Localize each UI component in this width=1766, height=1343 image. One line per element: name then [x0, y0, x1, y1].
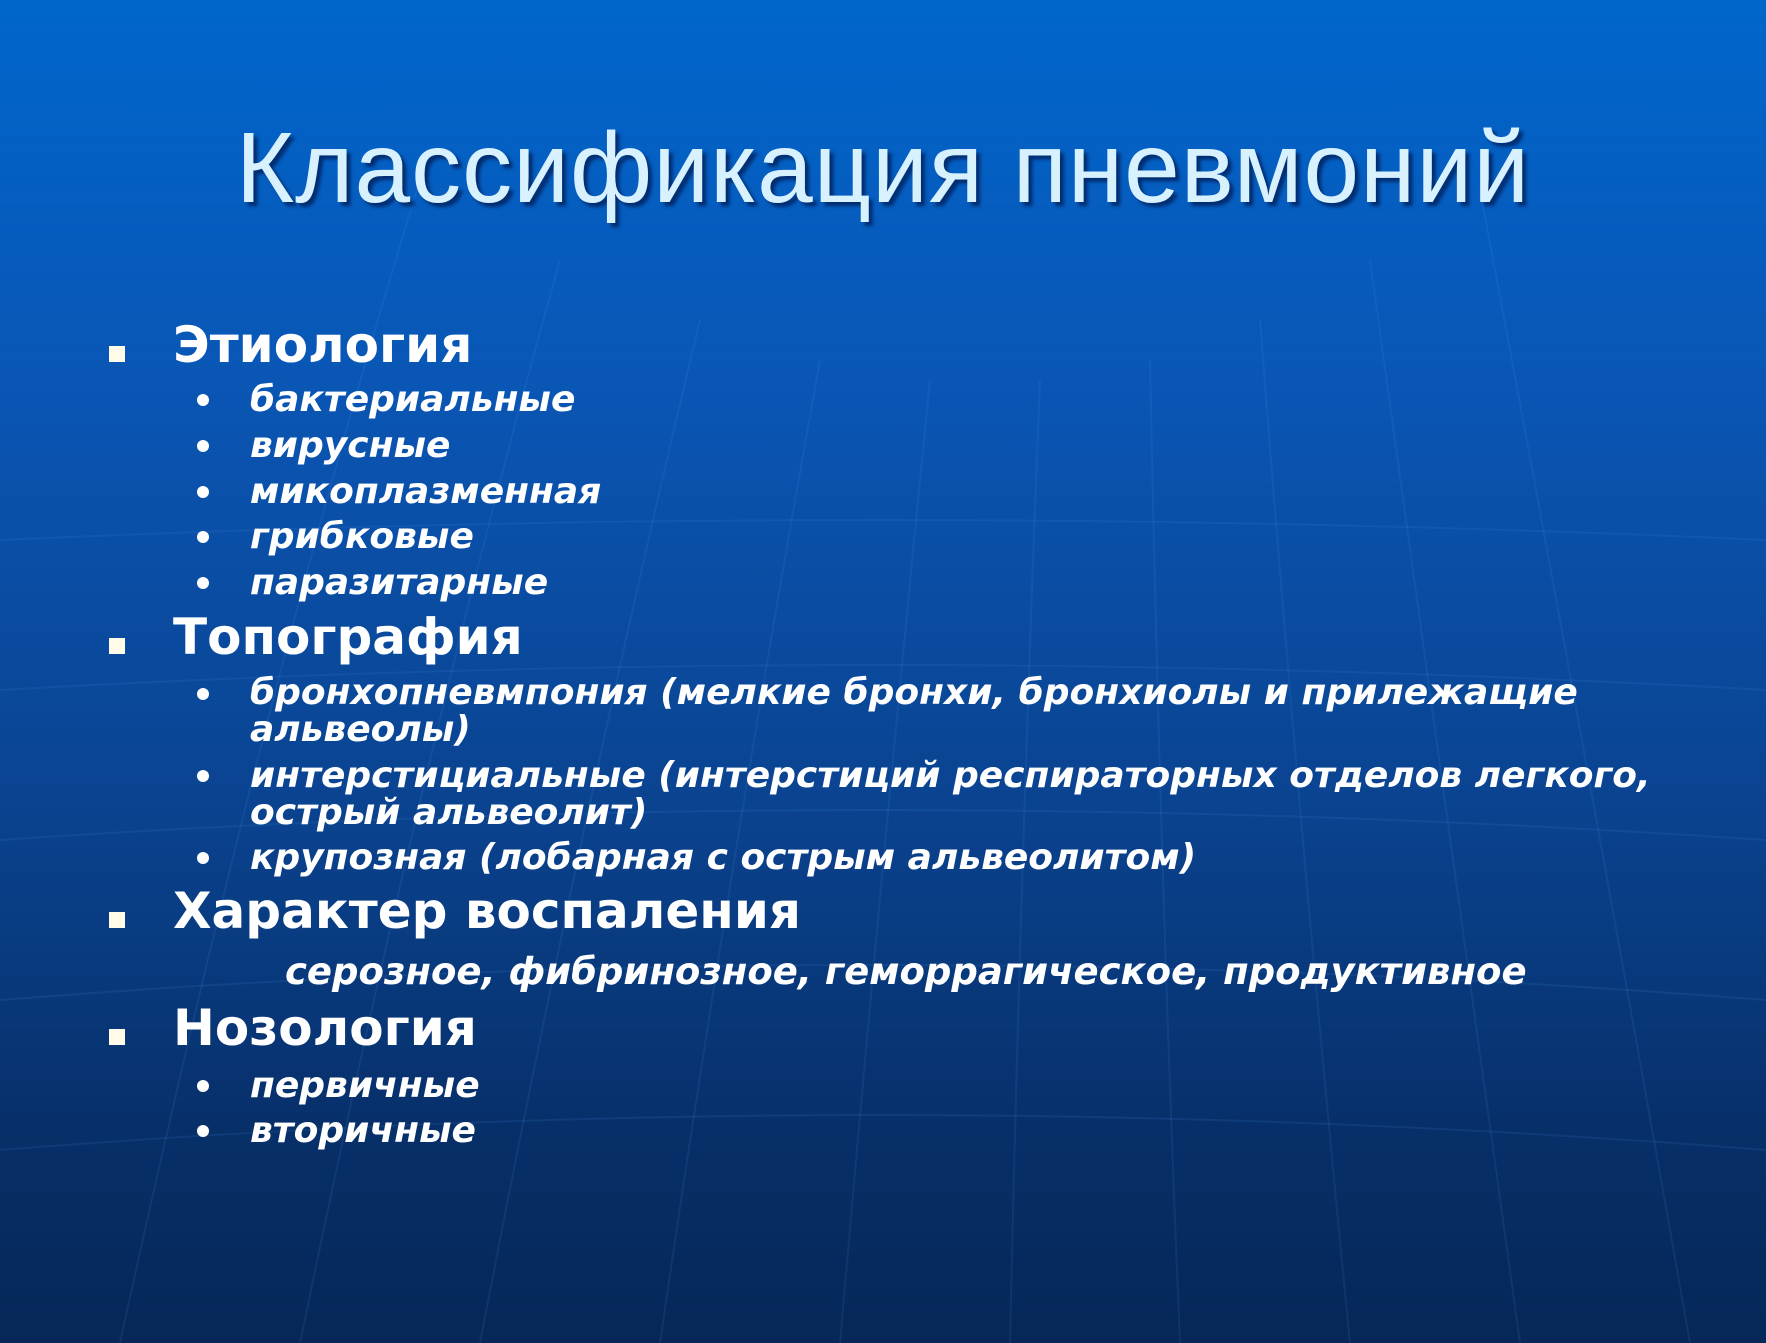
list-item-text: бактериальные: [250, 379, 576, 420]
square-bullet-icon: [109, 1029, 125, 1045]
slide-title: Классификация пневмоний: [235, 112, 1531, 224]
list-item-text: вирусные: [250, 425, 451, 466]
list-item-text: паразитарные: [250, 562, 549, 603]
round-bullet-icon: [197, 577, 209, 589]
round-bullet-icon: [197, 531, 209, 543]
section-heading: Этиология: [173, 316, 473, 374]
square-bullet-icon: [109, 346, 125, 362]
list-item-text: бронхопневмпония (мелкие бронхи, бронхиолы и прилежащие альвеолы): [250, 672, 1578, 750]
round-bullet-icon: [197, 1125, 209, 1137]
square-bullet-icon: [109, 912, 125, 928]
list-item-text: крупозная (лобарная с острым альвеолитом): [250, 837, 1197, 878]
section-heading: Нозология: [173, 999, 477, 1057]
round-bullet-icon: [197, 688, 209, 700]
round-bullet-icon: [197, 1080, 209, 1092]
list-item-text: микоплазменная: [250, 471, 602, 512]
list-item-text: вторичные: [250, 1110, 476, 1151]
section-heading: Топография: [173, 608, 523, 666]
round-bullet-icon: [197, 440, 209, 452]
round-bullet-icon: [197, 486, 209, 498]
list-item-text: грибковые: [250, 516, 474, 557]
square-bullet-icon: [109, 638, 125, 654]
section-heading: Характер воспаления: [173, 882, 801, 940]
list-item-text: первичные: [250, 1065, 480, 1106]
round-bullet-icon: [197, 770, 209, 782]
list-item-text: интерстициальные (интерстиций респираторных отделов легкого, острый альвеолит): [250, 755, 1651, 833]
inflammation-types-text: серозное, фибринозное, геморрагическое, продуктивное: [285, 950, 1527, 993]
round-bullet-icon: [197, 852, 209, 864]
round-bullet-icon: [197, 394, 209, 406]
